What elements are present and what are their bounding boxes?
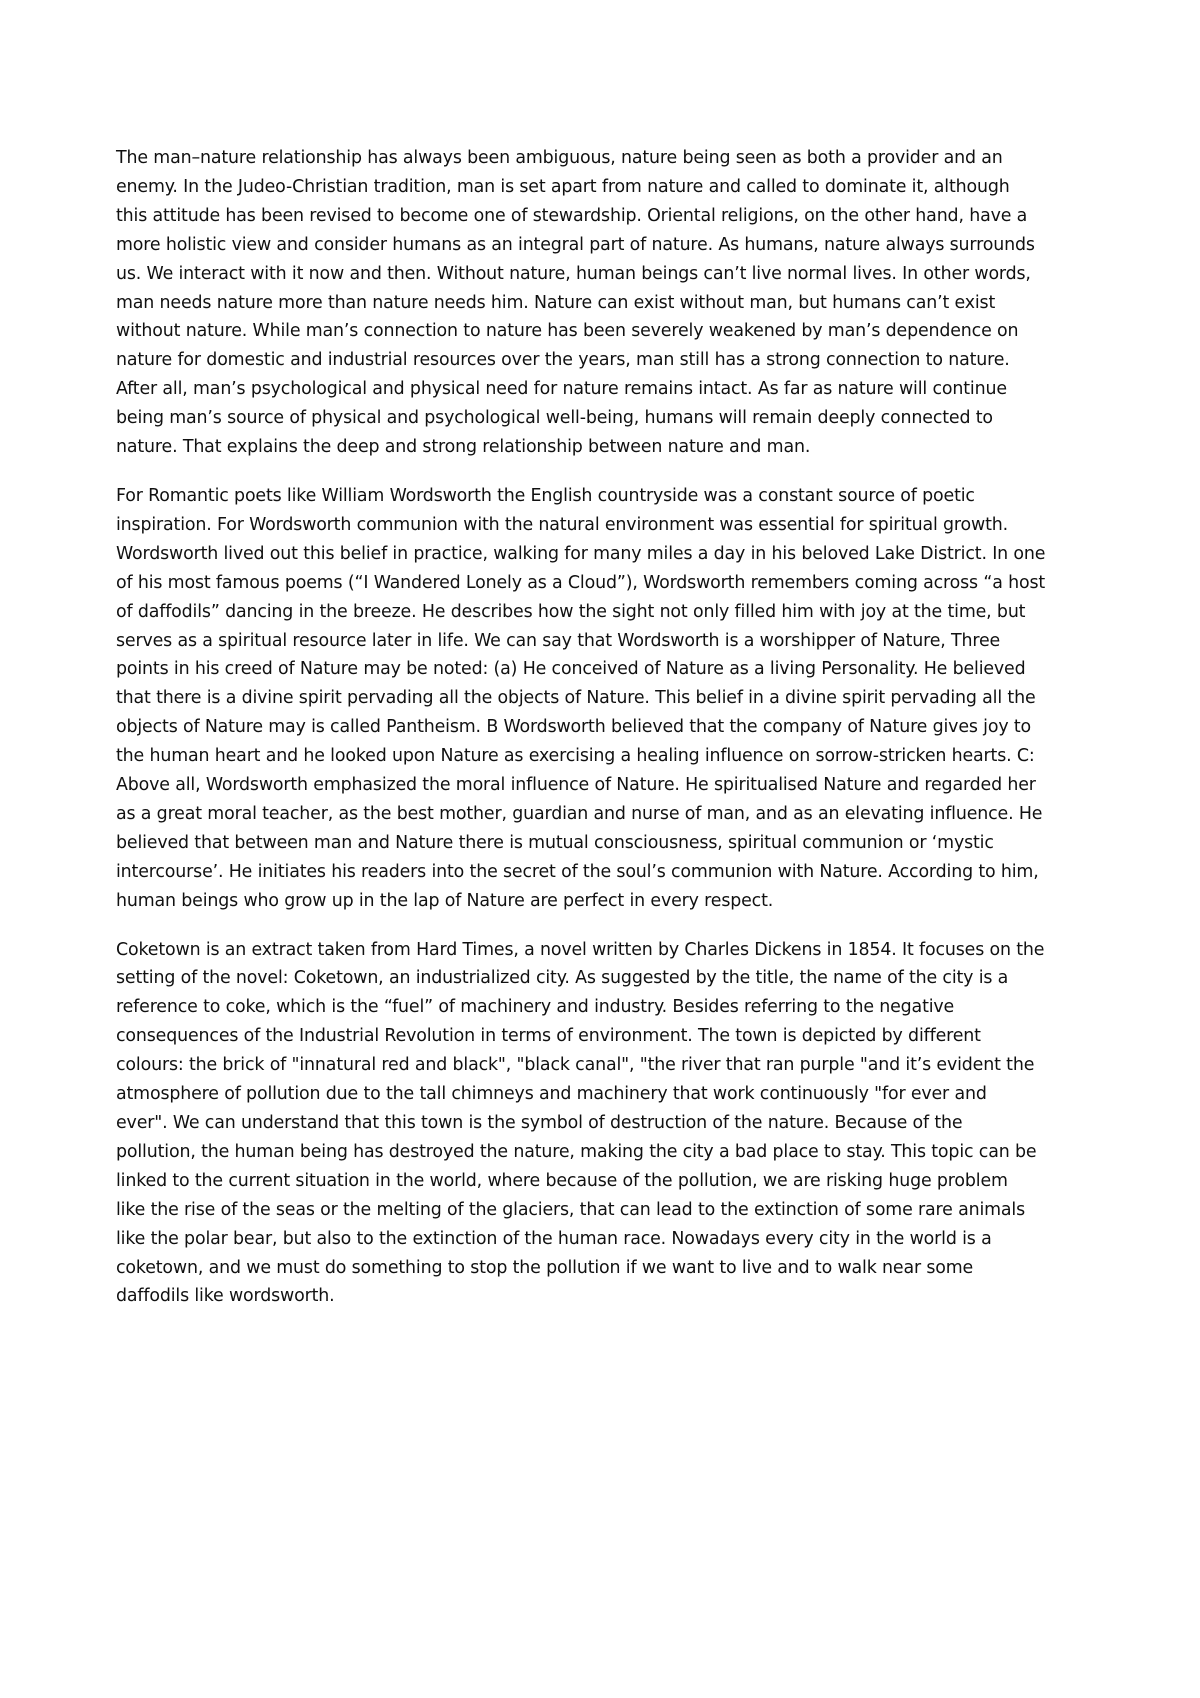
text-line: setting of the novel: Coketown, an industrialized city. As suggested by the title, the name of the city is a [116,968,1009,989]
text-line: without nature. While man’s connection to nature has been severely weakened by man’s dependence on [116,321,1019,342]
text-line: inspiration. For Wordsworth communion with the natural environment was essential for spiritual growth. [116,514,1009,535]
text-line: as a great moral teacher, as the best mother, guardian and nurse of man, and as an elevating influence. He [116,803,1043,824]
text-line: Wordsworth lived out this belief in practice, walking for many miles a day in his beloved Lake District. In one [116,543,1046,564]
text-line: objects of Nature may is called Pantheism. B Wordsworth believed that the company of Nature gives joy to [116,717,1032,738]
text-line: Above all, Wordsworth emphasized the moral influence of Nature. He spiritualised Nature and regarded her [116,775,1036,796]
text-line: intercourse’. He initiates his readers into the secret of the soul’s communion with Nature. According to him, [116,861,1039,882]
text-line: After all, man’s psychological and physical need for nature remains intact. As far as nature will continue [116,379,1007,400]
text-line: Coketown is an extract taken from Hard Times, a novel written by Charles Dickens in 1854. It focuses on the [116,939,1045,960]
text-line: like the rise of the seas or the melting of the glaciers, that can lead to the extinction of some rare animals [116,1199,1026,1220]
text-line: ever". We can understand that this town is the symbol of destruction of the nature. Because of the [116,1113,963,1133]
text-line: enemy. In the Judeo-Christian tradition, man is set apart from nature and called to dominate it, although [116,176,1010,197]
text-line: this attitude has been revised to become one of stewardship. Oriental religions, on the other hand, have a [116,205,1028,226]
text-line: that there is a divine spirit pervading all the objects of Nature. This belief in a divine spirit pervading all the [116,688,1036,709]
text-line: human beings who grow up in the lap of Nature are perfect in every respect. [116,890,774,911]
text-line: being man’s source of physical and psychological well-being, humans will remain deeply connected to [116,408,993,429]
text-line: consequences of the Industrial Revolution in terms of environment. The town is depicted by different [116,1026,981,1047]
text-line: reference to coke, which is the “fuel” of machinery and industry. Besides referring to the negative [116,997,955,1018]
text-line: points in his creed of Nature may be noted: (a) He conceived of Nature as a living Personality. He believed [116,659,1026,680]
text-line: nature for domestic and industrial resources over the years, man still has a strong connection to nature. [116,350,1010,371]
text-line: serves as a spiritual resource later in life. We can say that Wordsworth is a worshipper of Nature, Three [116,630,1001,651]
paragraph-3 [116,936,1084,1312]
text-line: the human heart and he looked upon Nature as exercising a healing influence on sorrow-stricken hearts. C: [116,746,1035,767]
text-line: For Romantic poets like William Wordsworth the English countryside was a constant source of poetic [116,485,975,506]
text-line: linked to the current situation in the world, where because of the pollution, we are risking huge problem [116,1170,1008,1191]
paragraph-2 [116,482,1084,916]
text-line: daffodils like wordsworth. [116,1286,335,1307]
text-line: like the polar bear, but also to the extinction of the human race. Nowadays every city in the world is a [116,1228,992,1249]
text-line: nature. That explains the deep and strong relationship between nature and man. [116,437,811,458]
text-line: of his most famous poems (“I Wandered Lonely as a Cloud”), Wordsworth remembers coming across “a host [116,572,1046,593]
text-line: pollution, the human being has destroyed the nature, making the city a bad place to stay. This topic can be [116,1141,1037,1162]
text-line: colours: the brick of "innatural red and black", "black canal", "the river that ran purple "and it’s evident the [116,1055,1035,1076]
text-line: atmosphere of pollution due to the tall chimneys and machinery that work continuously "for ever and [116,1084,987,1105]
text-line: man needs nature more than nature needs him. Nature can exist without man, but humans can’t exist [116,292,996,313]
text-line: of daffodils” dancing in the breeze. He describes how the sight not only filled him with joy at the time, but [116,601,1026,622]
text-line: coketown, and we must do something to stop the pollution if we want to live and to walk near some [116,1257,974,1278]
text-line: more holistic view and consider humans as an integral part of nature. As humans, nature always surrounds [116,234,1035,255]
paragraph-1 [116,144,1084,462]
text-line: The man–nature relationship has always been ambiguous, nature being seen as both a provider and an [116,148,1003,168]
document-body [116,144,1084,1331]
text-line: us. We interact with it now and then. Without nature, human beings can’t live normal lives. In other words, [116,263,1031,284]
text-line: believed that between man and Nature there is mutual consciousness, spiritual communion or ‘mystic [116,832,994,853]
